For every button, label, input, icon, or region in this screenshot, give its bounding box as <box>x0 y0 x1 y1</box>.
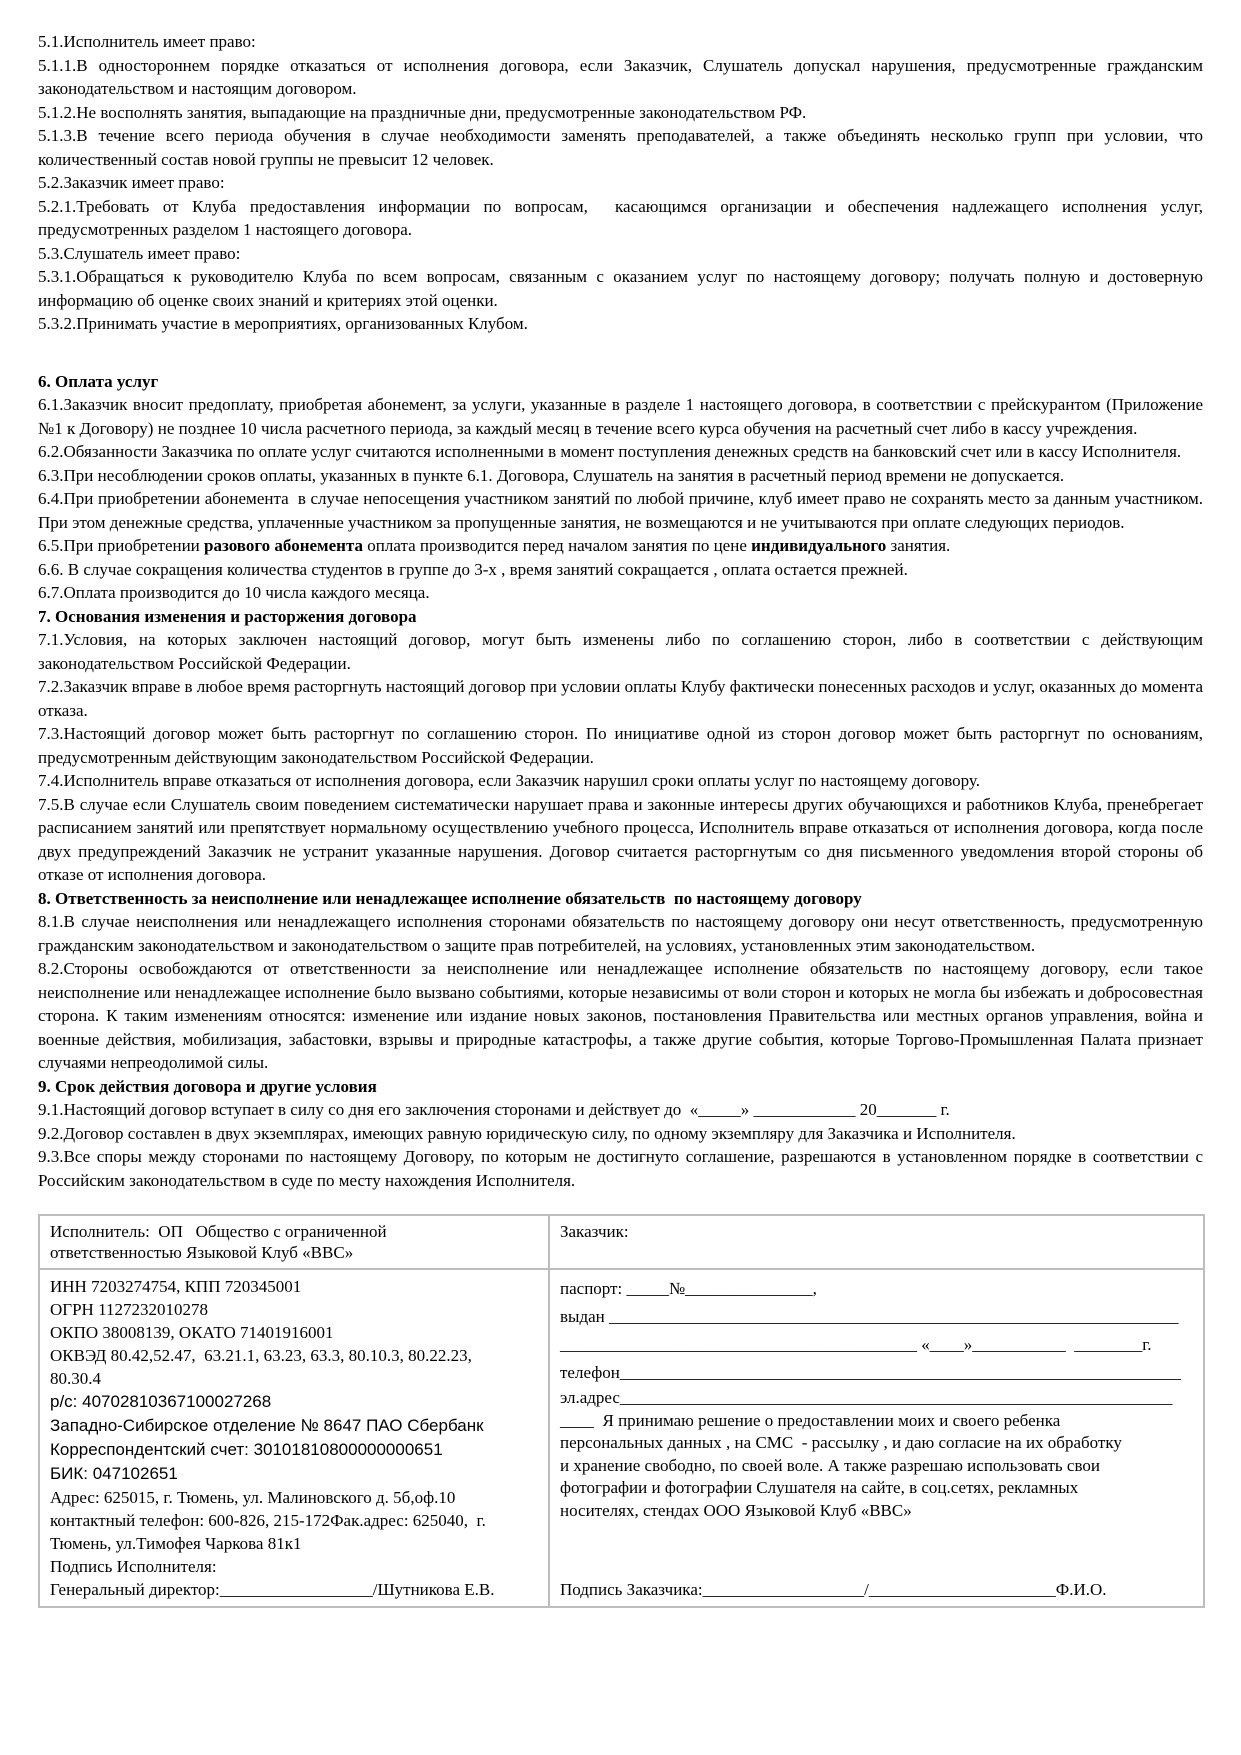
table-header-row <box>39 1215 1204 1269</box>
clause-5-2-1: 5.2.1.Требовать от Клуба предоставления информации по вопросам, касающимся организации и обеспечения надлежащего исполнения услуг, предусмотренных разделом 1 настоящего договора. <box>38 196 1208 239</box>
customer-email-line: эл.адрес_________________________________________________________________ <box>560 1388 1173 1407</box>
clause-8-1: 8.1.В случае неисполнения или ненадлежащего исполнения сторонами обязательств по настоящему договору они несут ответственность, предусмотренную гражданским законодательством и законодательством о защите прав потребителей, на условиях, установленных этим законодательством. <box>38 912 1208 955</box>
clause-6-1: 6.1.Заказчик вносит предоплату, приобретая абонемент, за услуги, указанные в разделе 1 настоящего договора, в соответствии с прейскурантом (Приложение №1 к Договору) не позднее 10 числа расчетного периода, за каждый месяц в течение всего курса обучения на расчетный счет либо в кассу учреждения. <box>38 395 1208 438</box>
clause-5-3-1: 5.3.1.Обращаться к руководителю Клуба по всем вопросам, связанным с оказанием услуг по настоящему договору; получать полную и достоверную информацию об оценке своих знаний и критериях этой оценки. <box>38 267 1208 310</box>
clause-6-7: 6.7.Оплата производится до 10 числа каждого месяца. <box>38 583 430 602</box>
clause-6-5-text-3: занятия. <box>886 536 951 555</box>
clause-5-3-2: 5.3.2.Принимать участие в мероприятиях, организованных Клубом. <box>38 314 528 333</box>
clause-6-5-bold-2: индивидуального <box>751 536 887 555</box>
customer-header-label: Заказчик: <box>560 1222 629 1241</box>
customer-cell-spacer <box>560 1522 1193 1578</box>
clause-9-1: 9.1.Настоящий договор вступает в силу со дня его заключения сторонами и действует до «_____» ____________ 20_______ г. <box>38 1100 950 1119</box>
section-7-heading: 7. Основания изменения и расторжения договора <box>38 606 417 626</box>
section-9-heading: 9. Срок действия договора и другие условия <box>38 1076 377 1096</box>
clause-7-1: 7.1.Условия, на которых заключен настоящий договор, могут быть изменены либо по соглашению сторон, либо в соответствии с действующим законодательством Российской Федерации. <box>38 630 1208 673</box>
clause-7-5: 7.5.В случае если Слушатель своим поведением систематически нарушает права и законные интересы других обучающихся и работников Клуба, пренебрегает расписанием занятий или препятствует нормальному осуществлению учебного процесса, Исполнитель вправе отказаться от исполнения договора, когда после двух предупреждений Заказчик не устранит указанные нарушения. Договор считается расторгнутым со дня письменного уведомления второй стороны об отказе от исполнения договора. <box>38 794 1208 884</box>
executor-bank-branch: Западно-Сибирское отделение № 8647 ПАО Сбербанк <box>50 1416 484 1435</box>
clause-5-2: 5.2.Заказчик имеет право: <box>38 173 225 192</box>
executor-contact-phone: контактный телефон: 600-826, 215-172Фак.адрес: 625040, г. <box>50 1511 486 1530</box>
clause-5-3: 5.3.Слушатель имеет право: <box>38 243 241 263</box>
executor-header-line-1: Исполнитель: ОП Общество с ограниченной <box>50 1222 387 1241</box>
clause-6-4: 6.4.При приобретении абонемента в случае непосещения участником занятий по любой причине, клуб имеет право не сохранять место за данным участником. При этом денежные средства, уплаченные участником за пропущенные занятия, не возмещаются и не учитываются при оплате следующих периодов. <box>38 489 1208 532</box>
clause-9-2: 9.2.Договор составлен в двух экземплярах, имеющих равную юридическую силу, по одному экземпляру для Заказчика и Исполнителя. <box>38 1123 1016 1143</box>
executor-inn-kpp: ИНН 7203274754, КПП 720345001 <box>50 1277 302 1296</box>
customer-consent-line-5: носителях, стендах ООО Языковой Клуб «ВВС» <box>560 1500 912 1520</box>
clause-6-5-text: 6.5.При приобретении <box>38 536 205 555</box>
executor-address: Адрес: 625015, г. Тюмень, ул. Малиновского д. 5б,оф.10 <box>50 1488 456 1507</box>
table-details-row <box>39 1269 1204 1607</box>
executor-okpo-okato: ОКПО 38008139, ОКАТО 71401916001 <box>50 1323 334 1342</box>
customer-issued-line-1: выдан ___________________________________________________________________ <box>560 1307 1179 1326</box>
clause-5-1-3: 5.1.3.В течение всего периода обучения в случае необходимости заменять преподавателей, а также объединять несколько групп при условии, что количественный состав новой группы не превысит 12 человек. <box>38 126 1208 169</box>
customer-header-cell <box>549 1215 1204 1269</box>
executor-signature-line: Генеральный директор:__________________/Шутникова Е.В. <box>50 1580 495 1599</box>
clause-5-1: 5.1.Исполнитель имеет право: <box>38 32 256 51</box>
clause-7-3: 7.3.Настоящий договор может быть расторгнут по соглашению сторон. По инициативе одной из сторон договор может быть расторгнут по основаниям, предусмотренным действующим законодательством Российской Федерации. <box>38 724 1208 767</box>
customer-consent-line-2: персональных данных , на СМС - рассылку , и даю согласие на их обработку <box>560 1433 1122 1452</box>
customer-phone-line: телефон__________________________________________________________________ <box>560 1363 1181 1382</box>
clause-5-1-2: 5.1.2.Не восполнять занятия, выпадающие на праздничные дни, предусмотренные законодательством РФ. <box>38 102 807 122</box>
clause-8-2: 8.2.Стороны освобождаются от ответственности за неисполнение или ненадлежащее исполнение обязательств по настоящему договору, если такое неисполнение или ненадлежащее исполнение было вызвано событиями, которые независимы от воли сторон и которых не могла бы избежать и добросовестная сторона. К таким изменениям относятся: изменение или издание новых законов, постановления Правительства или местных органов управления, война и военные действия, мобилизация, забастовки, взрывы и природные катастрофы, а также другие события, которые Торгово-Промышленная Палата признает случаями непреодолимой силы. <box>38 959 1208 1072</box>
executor-details-cell <box>39 1269 549 1607</box>
clause-7-2: 7.2.Заказчик вправе в любое время расторгнуть настоящий договор при условии оплаты Клубу фактически понесенных расходов и услуг, оказанных до момента отказа. <box>38 677 1208 720</box>
executor-corr-account: Корреспондентский счет: 30101810800000000651 <box>50 1440 443 1459</box>
clause-9-3: 9.3.Все споры между сторонами по настоящему Договору, по которым не достигнуто соглашение, разрешаются в установленном порядке в соответствии с Российским законодательством в суде по месту нахождения Исполнителя. <box>38 1147 1208 1190</box>
customer-passport-line: паспорт: _____№_______________, <box>560 1279 817 1298</box>
clause-6-6: 6.6. В случае сокращения количества студентов в группе до 3-х , время занятий сокращается , оплата остается прежней. <box>38 559 908 579</box>
clause-7-4: 7.4.Исполнитель вправе отказаться от исполнения договора, если Заказчик нарушил сроки оплаты услуг по настоящему договору. <box>38 771 980 790</box>
customer-consent-line-1: ____ Я принимаю решение о предоставлении моих и своего ребенка <box>560 1410 1061 1430</box>
executor-settlement-account: р/с: 40702810367100027268 <box>50 1392 272 1411</box>
executor-actual-address: Тюмень, ул.Тимофея Чаркова 81к1 <box>50 1534 302 1553</box>
executor-ogrn: ОГРН 1127232010278 <box>50 1300 208 1319</box>
executor-header-cell <box>39 1215 549 1269</box>
customer-signature-line: Подпись Заказчика:___________________/______________________Ф.И.О. <box>560 1580 1107 1599</box>
clause-6-5 <box>38 534 1203 558</box>
clause-6-5-text-2: оплата производится перед началом занятия по цене <box>363 536 752 555</box>
executor-bik: БИК: 047102651 <box>50 1464 178 1483</box>
section-gap <box>38 336 1203 370</box>
customer-details-cell <box>549 1269 1204 1607</box>
clause-6-3: 6.3.При несоблюдении сроков оплаты, указанных в пункте 6.1. Договора, Слушатель на занятия в расчетный период времени не допускается. <box>38 465 1065 485</box>
customer-consent-line-4: фотографии и фотографии Слушателя на сайте, в соц.сетях, рекламных <box>560 1478 1079 1497</box>
clause-6-5-bold-1: разового абонемента <box>204 536 364 555</box>
clause-5-1-1: 5.1.1.В одностороннем порядке отказаться от исполнения договора, если Заказчик, Слушатель допускал нарушения, предусмотренные гражданским законодательством и настоящим договором. <box>38 55 1208 98</box>
section-8-heading: 8. Ответственность за неисполнение или ненадлежащее исполнение обязательств по настоящему договору <box>38 888 862 908</box>
section-6-heading: 6. Оплата услуг <box>38 371 159 391</box>
customer-issued-line-2: __________________________________________ «____»___________ ________г. <box>560 1335 1152 1354</box>
executor-header-line-2: ответственностью Языковой Клуб «ВВС» <box>50 1243 354 1262</box>
executor-okved-line-2: 80.30.4 <box>50 1369 101 1388</box>
requisites-table <box>38 1214 1205 1608</box>
executor-okved-line-1: ОКВЭД 80.42,52.47, 63.21.1, 63.23, 63.3, 80.10.3, 80.22.23, <box>50 1346 472 1365</box>
customer-consent-line-3: и хранение свободно, по своей воле. А также разрешаю использовать свои <box>560 1455 1100 1475</box>
clause-6-2: 6.2.Обязанности Заказчика по оплате услуг считаются исполненными в момент поступления денежных средств на банковский счет или в кассу Исполнителя. <box>38 442 1182 461</box>
executor-signature-label: Подпись Исполнителя: <box>50 1557 217 1576</box>
